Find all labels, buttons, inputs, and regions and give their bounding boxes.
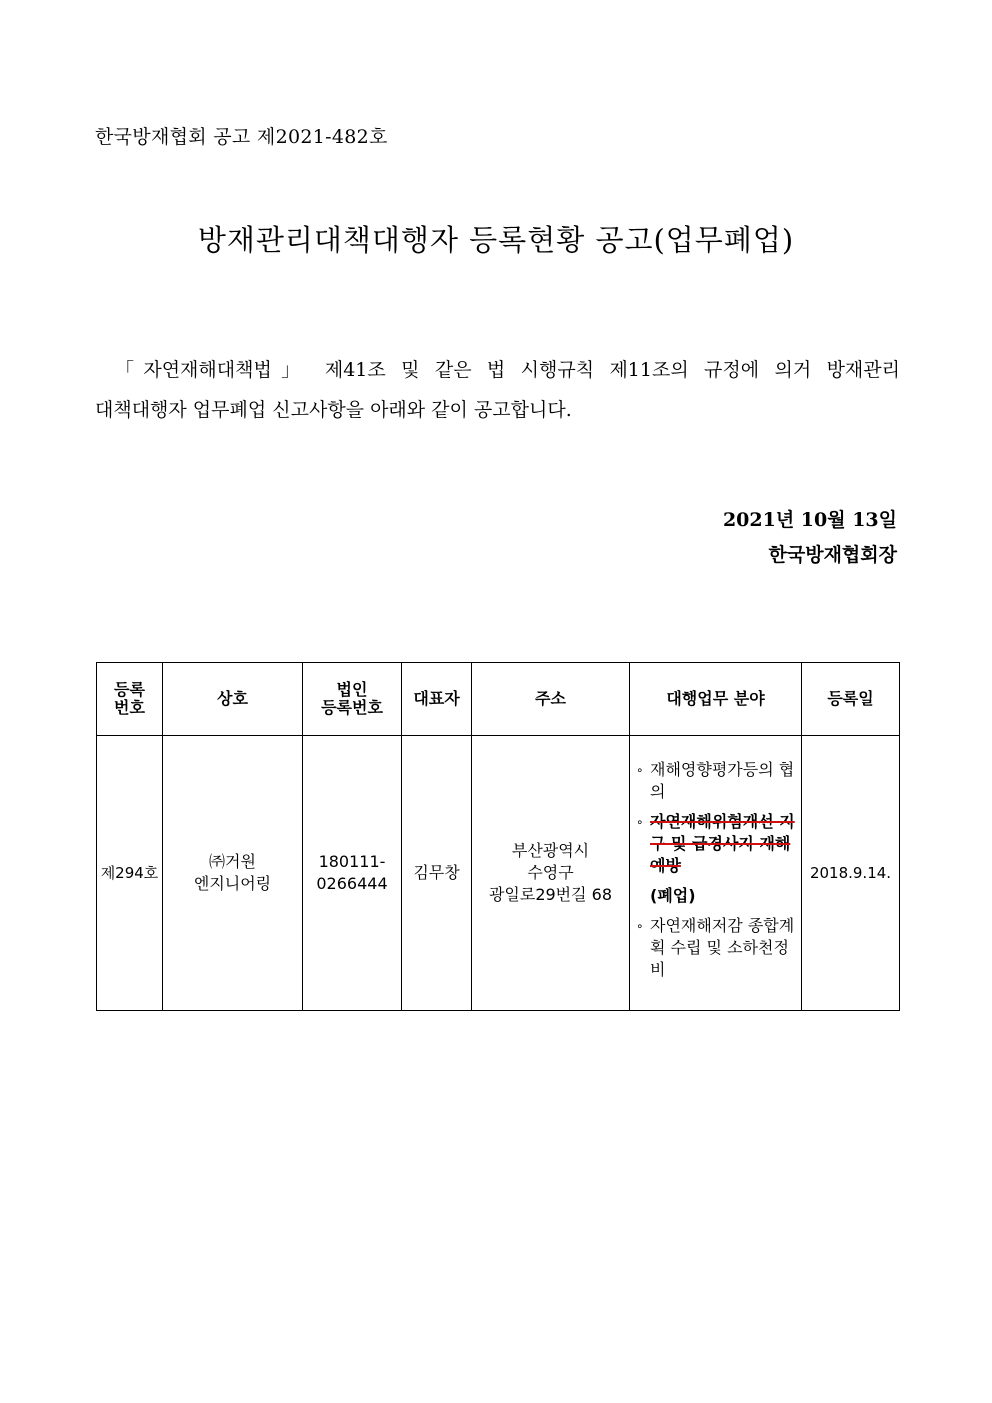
field-item-assessment bbox=[636, 759, 797, 803]
body-line-1: 「자연재해대책법」 제41조 및 같은 법 시행규칙 제11조의 규정에 의거 방재관리 bbox=[115, 359, 900, 381]
cell-company bbox=[163, 736, 303, 1011]
company-line2: 엔지니어링 bbox=[193, 874, 272, 893]
bullet-icon: ∘ bbox=[636, 763, 644, 777]
document-title: 방재관리대책대행자 등록현황 공고(업무폐업) bbox=[197, 223, 795, 257]
header-corp-no bbox=[303, 663, 402, 736]
table-row bbox=[97, 736, 900, 1011]
closed-mark: (폐업) bbox=[650, 886, 696, 905]
cell-representative: 김무창 bbox=[402, 736, 472, 1011]
announcement-date: 2021년 10월 13일 bbox=[722, 509, 897, 531]
notice-number: 한국방재협회 공고 제2021-482호 bbox=[95, 126, 388, 148]
signer-name: 한국방재협회장 bbox=[768, 544, 897, 566]
header-address: 주소 bbox=[472, 663, 630, 736]
corp-no-line2: 0266444 bbox=[316, 874, 388, 893]
field-item-hazard-improvement bbox=[636, 811, 797, 877]
cell-reg-no: 제294호 bbox=[97, 736, 163, 1011]
field-item-text: 자연재해저감 종합계획 수립 및 소하천정비 bbox=[650, 916, 795, 979]
company-line1: ㈜거원 bbox=[209, 852, 256, 871]
body-line-2: 대책대행자 업무폐업 신고사항을 아래와 같이 공고합니다. bbox=[95, 399, 572, 421]
field-item-text-struck: 자연재해위험개선 지구 및 급경사지 재해예방 bbox=[650, 812, 795, 875]
field-item-text: 재해영향평가등의 협의 bbox=[650, 760, 795, 801]
header-corp-no-line1: 법인 bbox=[336, 680, 368, 699]
cell-corp-no bbox=[303, 736, 402, 1011]
cell-field bbox=[630, 736, 802, 1011]
bullet-icon: ∘ bbox=[636, 919, 644, 933]
header-company: 상호 bbox=[163, 663, 303, 736]
table-header-row bbox=[97, 663, 900, 736]
header-representative: 대표자 bbox=[402, 663, 472, 736]
cell-address bbox=[472, 736, 630, 1011]
header-reg-no bbox=[97, 663, 163, 736]
registration-table bbox=[96, 662, 900, 1011]
address-line2: 수영구 bbox=[527, 863, 574, 882]
cell-reg-date: 2018.9.14. bbox=[802, 736, 900, 1011]
corp-no-line1: 180111- bbox=[318, 852, 386, 871]
body-paragraph bbox=[95, 350, 900, 430]
address-line3: 광일로29번길 68 bbox=[488, 885, 613, 904]
header-corp-no-line2: 등록번호 bbox=[321, 698, 383, 717]
header-field: 대행업무 분야 bbox=[630, 663, 802, 736]
address-line1: 부산광역시 bbox=[511, 841, 590, 860]
header-reg-date: 등록일 bbox=[802, 663, 900, 736]
header-reg-no-line2: 번호 bbox=[114, 698, 145, 717]
bullet-icon: ∘ bbox=[636, 815, 644, 829]
header-reg-no-line1: 등록 bbox=[114, 680, 145, 699]
field-item-mitigation-plan bbox=[636, 915, 797, 981]
